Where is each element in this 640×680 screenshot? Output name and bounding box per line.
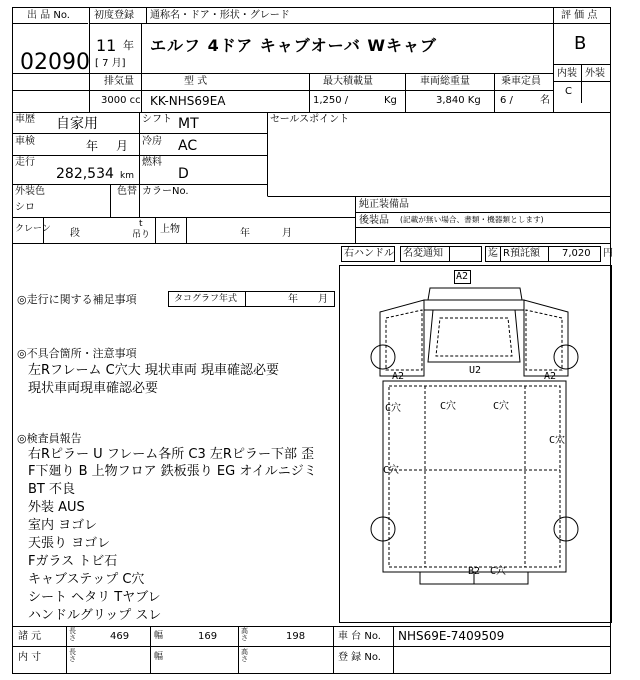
recycle-amount: 7,020 [562,248,591,259]
reg-year: 11 [96,36,117,55]
inspector-line: F下廻り B 上物フロア 鉄板張り EG オイルニジミ [28,464,317,479]
int-length-sub: 長さ [69,648,76,663]
max-load: 1,250 / [313,95,349,106]
int-height-sub: 高さ [241,648,248,663]
name-change-label: 名変通知 [403,248,443,259]
inspector-line: BT 不良 [28,482,75,497]
tachograph-month: 月 [318,294,328,305]
sales-point-label: セールスポイント [270,114,350,125]
ext-color-label: 外装色 [15,186,45,197]
fuel: D [178,166,189,182]
inspector-line: 外装 AUS [28,500,85,515]
defects-label: ◎不具合箇所・注意事項 [17,347,137,360]
inspector-label: ◎検査員報告 [17,432,82,445]
tachograph-year: 年 [288,294,298,305]
genuine-equip-label: 純正装備品 [359,199,409,210]
defect-line: 現状車両現車確認必要 [28,381,159,396]
color-change-label: 色替 [117,186,137,197]
recycle-unit: 円 [603,248,613,259]
lot-no: 02090 [20,50,90,75]
fuel-label: 燃料 [142,157,162,168]
diagram-mark: C穴 [493,401,510,412]
reg-year-unit: 年 [123,39,134,52]
mileage-unit: km [120,171,134,181]
inspector-line: 右Rピラー U フレーム各所 C3 左Rピラー下部 歪 [28,447,315,462]
diagram-mark: U2 [469,365,482,376]
width: 169 [198,631,218,642]
inspector-line: 天張り ヨゴレ [28,536,111,551]
defect-line: 左Rフレーム C穴大 現状車両 現車確認必要 [28,363,279,378]
shift-label: シフト [142,114,172,125]
chassis-no: NHS69E-7409509 [398,629,505,643]
displacement-label: 排気量 [104,76,134,87]
model-label: 通称名・ドア・形状・グレード [150,10,290,21]
ac-label: 冷房 [142,136,162,147]
ac: AC [178,138,198,154]
length-label: 諸 元 [18,631,42,642]
refund-label: 迄 [488,248,498,259]
rhd-flag: 右ハンドル [344,248,394,259]
driving-notes-label: ◎走行に関する補足事項 [17,293,137,306]
reg-month: [ 7 月] [95,58,126,69]
crane-tonnage-unit: t [139,219,143,229]
ext-color: シロ [15,202,35,213]
shift: MT [178,116,199,132]
color-no-label: カラーNo. [142,186,189,197]
body-year: 年 [240,228,250,239]
length-sub: 長さ [69,627,76,642]
interior-grade-label: 内装 [557,68,577,79]
model-type-label: 型 式 [184,76,208,87]
gross-weight-label: 車両総重量 [420,76,470,87]
inspection-month: 月 [116,139,129,153]
diagram-mark: A2 [456,271,469,282]
diagram-mark: B2 [468,566,481,577]
chassis-label: 車 台 No. [338,631,381,642]
recycle-label: R預託額 [503,248,540,259]
aftermarket-label: 後装品 [359,215,389,226]
interior-grade: C [565,86,572,97]
crane-label: クレーン [15,224,51,234]
diagram-mark: A2 [392,371,405,382]
diagram-mark: A2 [544,371,557,382]
model-name: エルフ 4ドア キャブオーバ Wキャブ [150,36,438,55]
inspector-line: キャブステップ C穴 [28,572,145,587]
inspection-label: 車検 [15,136,35,147]
body-month: 月 [282,228,292,239]
diagram-mark: C穴 [440,401,457,412]
mileage: 282,534 [56,166,114,182]
crane-stage-unit: 段 [70,228,80,239]
overall-grade: B [574,33,587,54]
lot-no-label: 出 品 No. [27,10,70,21]
width-sub: 幅 [154,631,164,641]
inspector-line: Fガラス トビ石 [28,554,118,569]
history-label: 車歴 [15,114,35,125]
inspector-line: シート ヘタリ Tヤブレ [28,590,161,605]
model-type: KK-NHS69EA [150,94,226,108]
interior-dims-label: 内 寸 [18,652,42,663]
gross-weight: 3,840 Kg [436,95,481,106]
max-load-unit: Kg [384,95,397,106]
first-reg-label: 初度登録 [94,10,134,21]
int-width-sub: 幅 [154,652,164,662]
aftermarket-note: (記載が無い場合、書類・機器類とします) [400,216,544,225]
inspection-year: 年 [86,139,99,153]
diagram-mark: C穴 [549,435,566,446]
max-load-label: 最大積載量 [323,76,373,87]
crane-lift-label: 吊り [132,230,151,240]
vehicle-diagram [371,271,578,585]
capacity: 6 / [500,95,513,106]
diagram-mark: C穴 [490,566,507,577]
tachograph-label: タコグラフ年式 [174,294,238,304]
body-label: 上物 [160,224,180,235]
diagram-mark: C穴 [383,465,400,476]
exterior-grade-label: 外装 [585,68,605,79]
length: 469 [110,631,130,642]
height: 198 [286,631,306,642]
capacity-label: 乗車定員 [501,76,541,87]
height-sub: 高さ [241,627,248,642]
history: 自家用 [56,116,98,132]
inspector-line: 室内 ヨゴレ [28,518,98,533]
diagram-mark: C穴 [385,403,402,414]
capacity-unit: 名 [540,95,550,106]
registration-label: 登 録 No. [338,652,381,663]
displacement: 3000 cc [101,95,141,106]
inspector-line: ハンドルグリップ スレ [28,608,162,623]
mileage-label: 走行 [15,157,35,168]
grade-label: 評 価 点 [561,10,598,21]
